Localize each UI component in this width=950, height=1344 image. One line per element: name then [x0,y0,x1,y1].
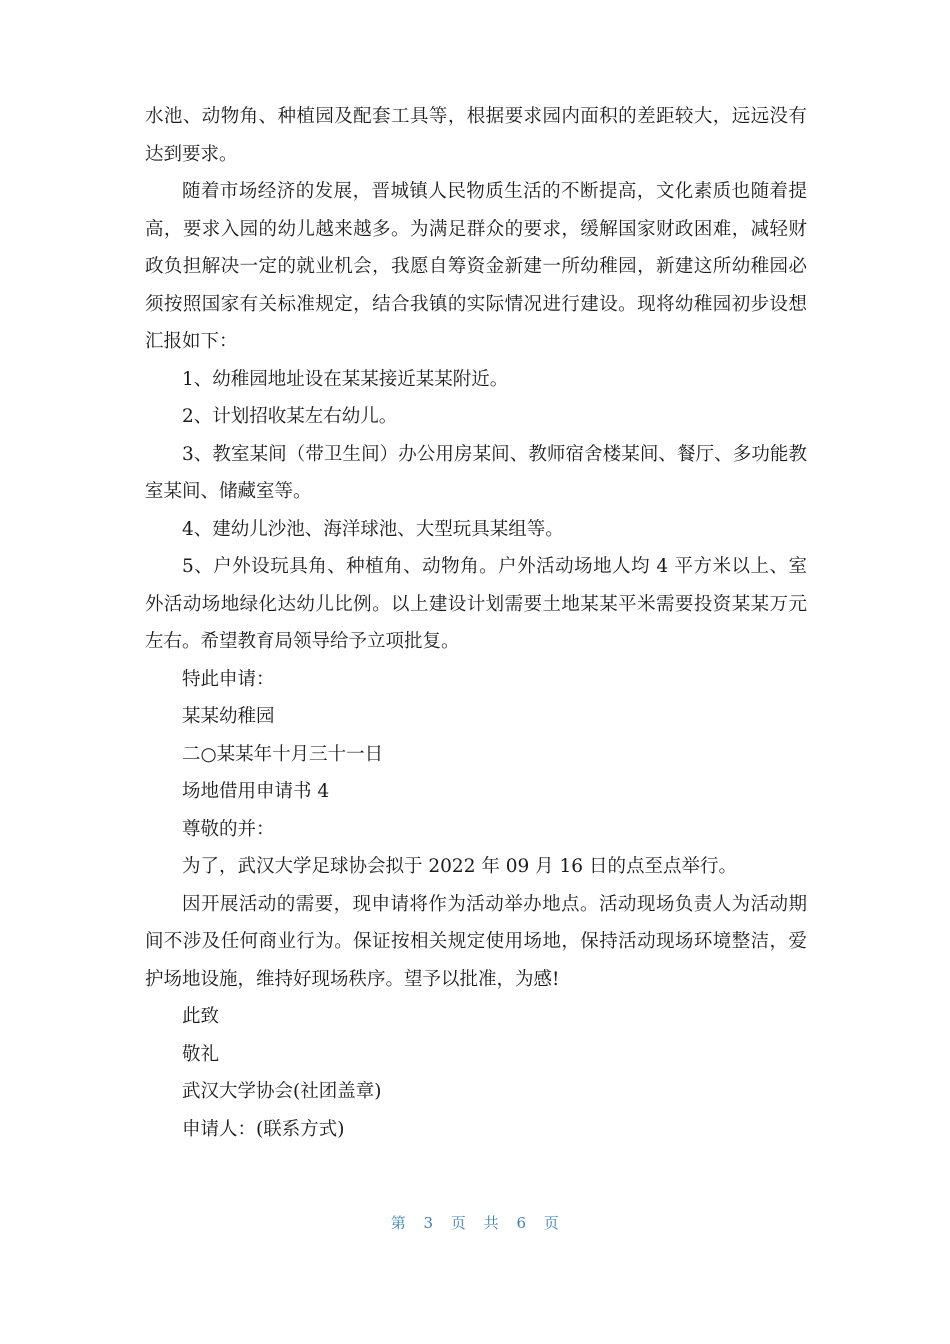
signature-org: 武汉大学协会(社团盖章) [182,1081,382,1102]
salutation: 尊敬的并： [182,818,275,840]
paragraph: 随着市场经济的发展，晋城镇人民物质生活的不断提高，文化素质也随着提高，要求入园的幼儿越来越多。为满足群众的要求，缓解国家财政困难，减轻财政负担解决一定的就业机会，我愿自筹资金新建一所幼稚园，新建这所幼稚园必须按照国家有关标准规定，结合我镇的实际情况进行建设。现将幼稚园初步设想汇报如下： [145,181,807,352]
section-title: 场地借用申请书 4 [182,781,330,802]
paragraph: 水池、动物角、种植园及配套工具等，根据要求园内面积的差距较大，远远没有达到要求。 [145,106,807,165]
paragraph: 为了，武汉大学足球协会拟于 2022 年 09 月 16 日的点至点举行。 [182,856,737,877]
footer-label-gong: 共 [483,1214,500,1232]
list-item: 1、幼稚园地址设在某某接近某某附近。 [182,368,509,390]
footer-label-ye: 页 [450,1214,467,1232]
current-page-number: 3 [423,1214,434,1232]
document-body [145,98,807,1148]
signature-org: 某某幼稚园 [182,706,275,727]
closing-line: 敬礼 [182,1043,220,1065]
list-item: 3、教室某间（带卫生间）办公用房某间、教师宿舍楼某间、餐厅、多功能教室某间、储藏室等。 [145,443,807,502]
closing-line: 此致 [182,1006,220,1027]
list-item: 2、计划招收某左右幼儿。 [182,406,398,427]
total-page-number: 6 [516,1214,527,1232]
signature-date: 二○某某年十月三十一日 [182,743,384,765]
page-number-footer [0,1212,950,1233]
closing-line: 特此申请： [182,668,275,690]
list-item: 4、建幼儿沙池、海洋球池、大型玩具某组等。 [182,518,564,540]
signature-contact: 申请人：(联系方式) [182,1118,345,1140]
paragraph: 因开展活动的需要，现申请将作为活动举办地点。活动现场负责人为活动期间不涉及任何商业行为。保证按相关规定使用场地，保持活动现场环境整洁，爱护场地设施，维持好现场秩序。望予以批准，为感! [145,893,807,990]
list-item: 5、户外设玩具角、种植角、动物角。户外活动场地人均 4 平方米以上、室外活动场地绿化达幼儿比例。以上建设计划需要土地某某平米需要投资某某万元左右。希望教育局领导给予立项批复。 [145,556,807,652]
footer-label-ye2: 页 [543,1214,560,1232]
footer-label-di: 第 [390,1214,407,1232]
